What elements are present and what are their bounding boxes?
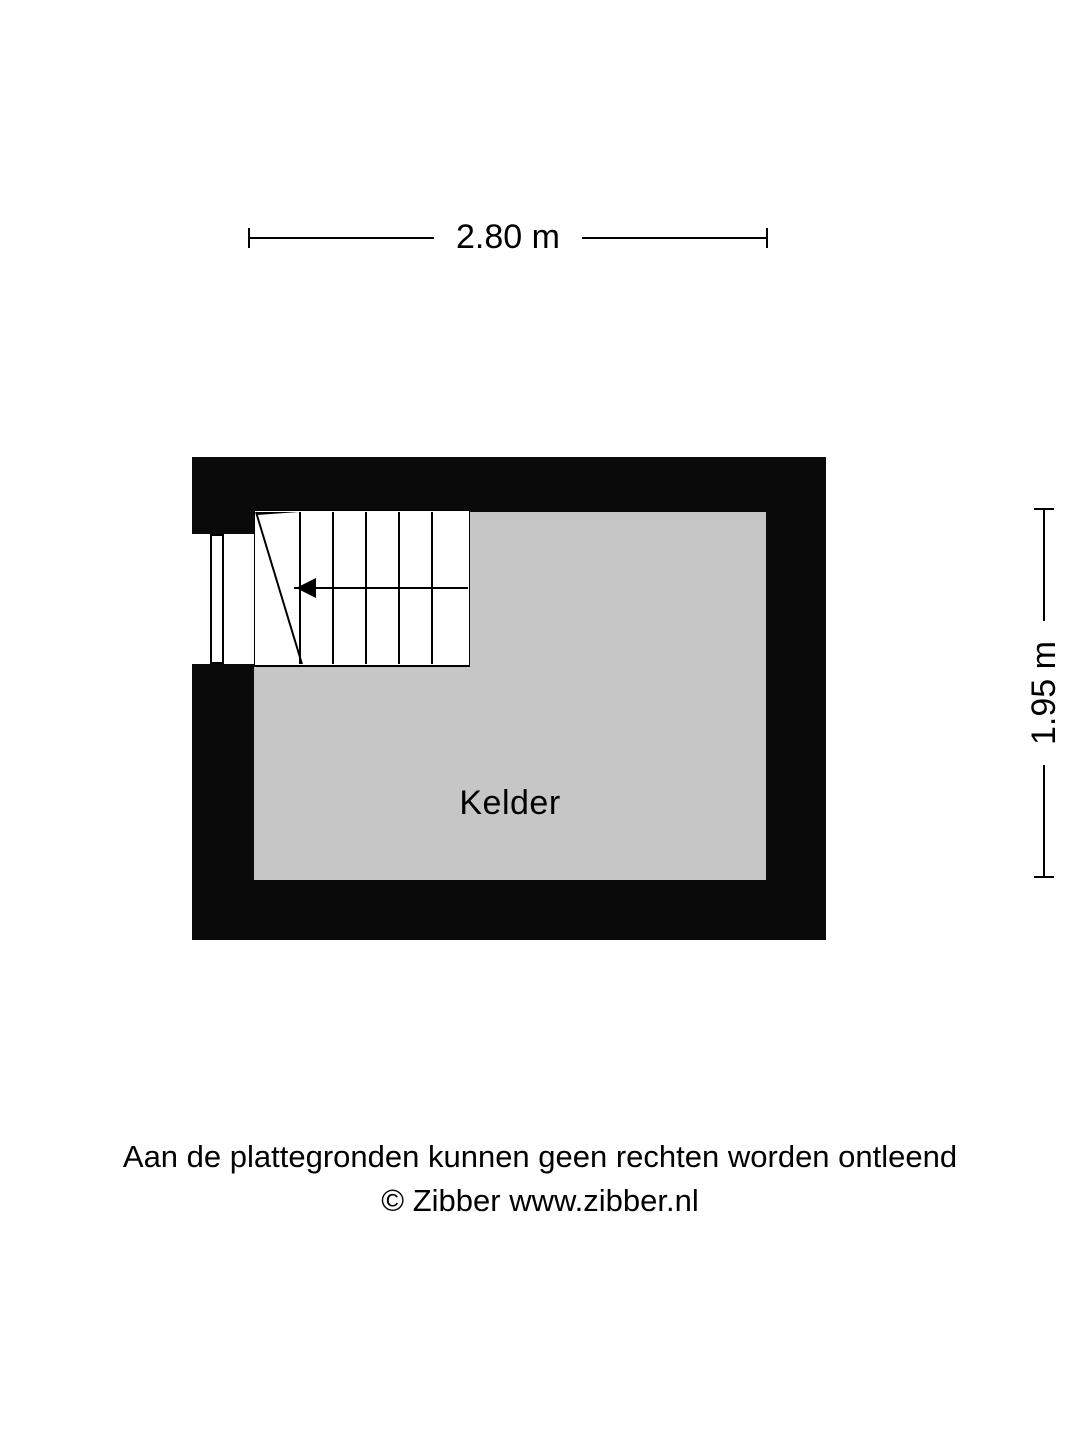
floor-plan <box>192 457 826 940</box>
dimension-height <box>1012 508 1076 878</box>
footer-disclaimer <box>0 1135 1080 1223</box>
staircase <box>254 510 470 668</box>
room-label-kelder: Kelder <box>459 784 561 822</box>
dimension-width <box>248 206 768 270</box>
dimension-height-cap-bottom <box>1034 876 1054 878</box>
window-pane <box>210 534 224 664</box>
disclaimer-text: Aan de plattegronden kunnen geen rechten worden ontleend <box>122 1139 958 1174</box>
dimension-height-label: 1.95 m <box>1014 621 1074 765</box>
basement-window <box>192 534 254 664</box>
dimension-width-label: 2.80 m <box>434 206 582 268</box>
dimension-height-cap-top <box>1034 508 1054 510</box>
dimension-width-cap-left <box>248 228 250 248</box>
dimension-width-cap-right <box>766 228 768 248</box>
copyright-text: © Zibber www.zibber.nl <box>381 1183 699 1218</box>
